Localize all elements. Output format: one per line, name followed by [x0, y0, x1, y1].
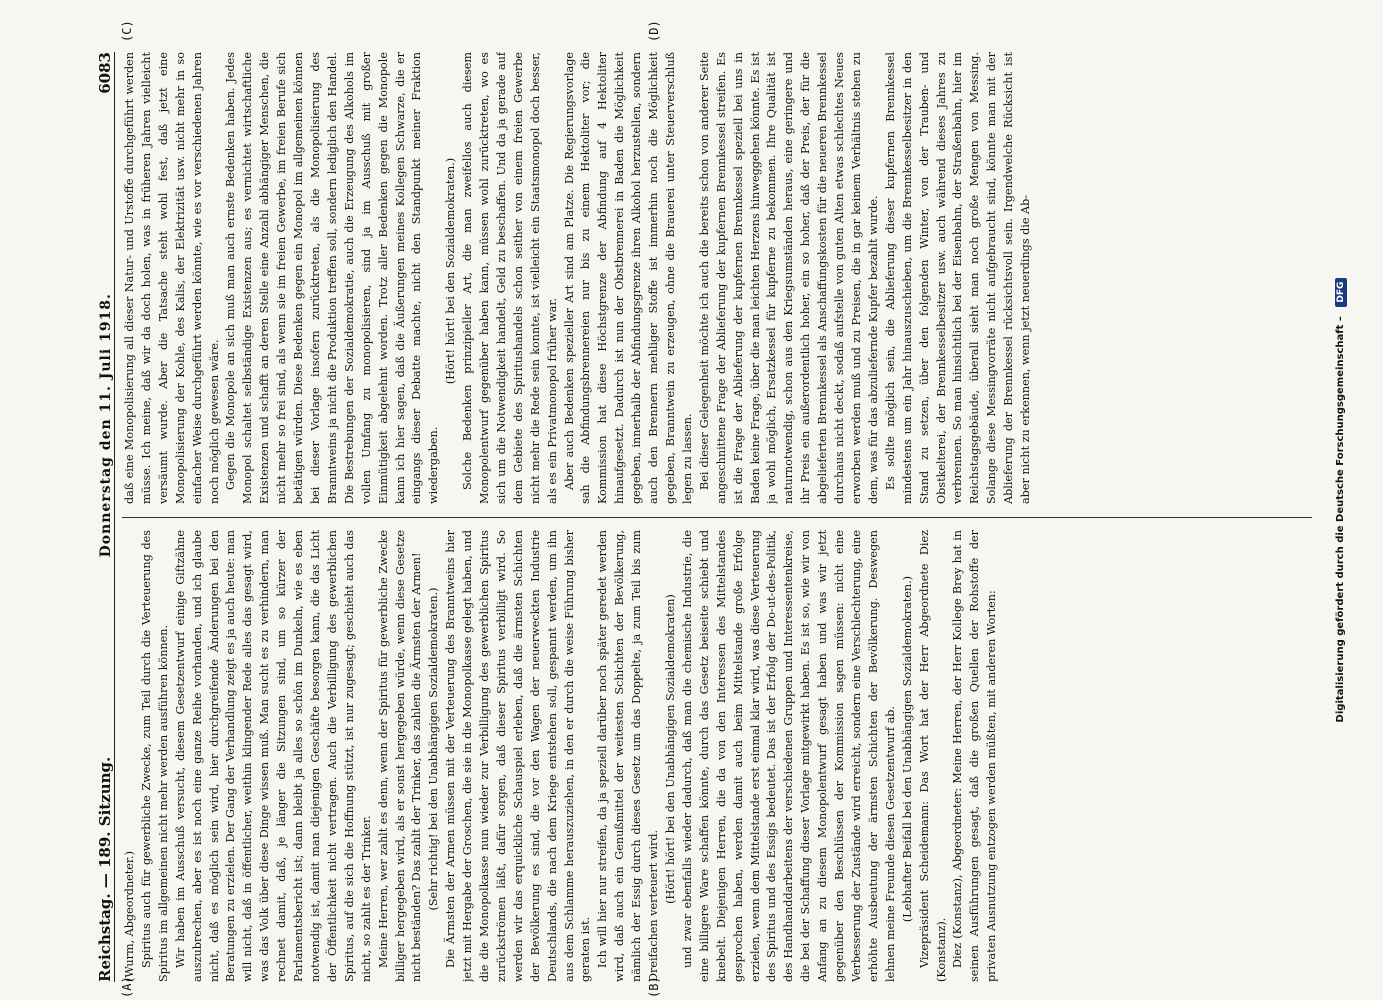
- column-divider: [122, 517, 1312, 518]
- header-left: Reichstag. — 189. Sitzung.: [96, 756, 114, 982]
- paragraph: (Hört! hört! bei den Sozialdemokraten.): [444, 157, 458, 385]
- paragraph: und zwar ebenfalls wieder dadurch, daß man die chemische Industrie, die eine billigere Ware schaffen könnte, durch das Gesetz beiseite schiebt und knebelt. Diejenigen Herren, die da von den Interessen des Mittelstandes gesprochen haben, werden damit auch beim Mittelstande große Erfolge erzielen, wenn dem Mittelstande erst einmal klar wird, was diese Verteuerung des Spiritus und des Essigs bedeutet. Das ist der Erfolg der Do-ut-des-Politik, des Handhanddarbeitens der verschiedenen Gruppen und Interessentenkreise, die bei der Schaffung dieser Vorlage mitgewirkt haben. Es ist so, wie wir von Anfang an zu diesem Monopolentwurf gesagt haben und was wir jetzt gegenüber den Beschlüssen der Kommission sagen müssen: nicht eine Verbesserung der Zustände wird erreicht, sondern eine Verschlechterung, eine erhöhte Ausbeutung der ärmsten Schichten der Bevölkerung. Deswegen lehnen meine Freunde diesen Gesetzentwurf ab.: [680, 530, 897, 982]
- margin-mark-d: (D): [647, 20, 661, 42]
- paragraph: Diez (Konstanz), Abgeordneter: Meine Herren, der Herr Kollege Brey hat in seinen Ausführungen gesagt, daß die großen Quellen der Rohstoffe der privaten Ausnutzung entzogen werden müßten, mit anderen Worten:: [951, 530, 999, 982]
- digitization-credit: [1335, 0, 1347, 1000]
- paragraph: Ich will hier nur streifen, da ja speziell darüber noch später geredet werden wird, daß auch ein Genußmittel der weitesten Schichten der Bevölkerung, nämlich der Essig durch dieses Gesetz um das Doppelte, ja zum Teil bis zum Dreifachen verteuert wird.: [596, 530, 661, 982]
- right-column: [122, 52, 1312, 504]
- paragraph: Aber auch Bedenken spezieller Art sind am Platze. Die Regierungsvorlage sah die Abfindungsbrennereien nur bis zu einem Hektoliter vor; die Kommission hat diese Höchstgrenze der Abfindung auf 4 Hektoliter hinaufgesetzt. Dadurch ist nun der Obstbrennerei in Baden die Möglichkeit gegeben, innerhalb der Abfindungsgrenze ihren Alkohol herzustellen, sondern auch den Brennern mehliger Stoffe ist immerhin noch die Möglichkeit gegeben, Branntwein zu erzeugen, ohne die Brauerei unter Steuerverschluß legen zu lassen.: [562, 52, 694, 504]
- paragraph: Meine Herren, wer zahlt es denn, wenn der Spiritus für gewerbliche Zwecke billiger hergegeben wird, als er sonst hergegeben würde, wenn diese Gesetze nicht beständen? Das zahlt der Trinker, das zahlen die Ärmsten der Armen!: [376, 530, 424, 982]
- paragraph: Spiritus auch für gewerbliche Zwecke, zum Teil durch die Verteuerung des Spiritus im allgemeinen nicht mehr werden ausführen können.: [139, 530, 170, 982]
- paragraph: Es sollte möglich sein, die Ablieferung dieser kupfernen Brennkessel mindestens um ein Jahr hinauszuschieben, um die Brennkesselbesitzer in den Stand zu setzen, über den folgenden Winter, von der Trauben- und Obstkelterei, der Brennkesselbesitzer usw. auch während dieses Jahres zu verbrennen. So man hinsichtlich bei der Eisenbahn, der Straßenbahn, hier im Reichstagsgebäude, überall sieht man noch große Mengen von Messing. Solange diese Messingvorräte nicht aufgebraucht sind, könnte man mit der Ablieferung der Brennkessel rücksichtsvoll sein. Irgendwelche Rücksicht ist aber nicht zu erkennen, wenn jetzt neuerdings die Ab-: [883, 52, 1033, 504]
- dfg-logo: DFG: [1335, 278, 1347, 307]
- paragraph: daß eine Monopolisierung all dieser Natur- und Urstoffe durchgeführt werden müsse. Ich meine, daß wir da doch holen, was in früheren Jahren vielleicht versäumt wurde. Aber die Tatsache steht wohl fest, daß jetzt eine Monopolisierung der Kohle, des Kalis, der Elektrizität usw. nicht mehr in so einfacher Weise durchgeführt werden könnte, wie es vor verschiedenen Jahren noch möglich gewesen wäre.: [123, 52, 221, 504]
- margin-mark-c: (C): [120, 20, 134, 42]
- paragraph: Die Ärmsten der Armen müssen mit der Verteuerung des Branntweins hier jetzt mit Hergabe der Groschen, die sie in die Monopolkasse gelegt haben, und die die Monopolkasse nun wieder zur Verbilligung des gewerblichen Spiritus zurückströmen läßt, dafür sorgen, daß dieser Spiritus verbilligt wird. So werden wir das erquickliche Schauspiel erleben, daß die ärmsten Schichten der Bevölkerung es sind, die vor den Wagen der neuerweckten Industrie Deutschlands, die nach dem Kriege entstehen soll, gespannt werden, um ihn aus dem Schlamme herauszuziehen, in den er durch die weise Führung bisher geraten ist.: [444, 530, 593, 982]
- page-header: [92, 52, 115, 982]
- margin-mark-b: (B): [647, 976, 661, 998]
- paragraph: Bei dieser Gelegenheit möchte ich auch die bereits schon von anderer Seite angeschnittene Frage der Ablieferung der kupfernen Brennkessel streifen. Es ist die Frage der Ablieferung der kupfernen Brennkessel speziell bei uns in Baden keine Frage, über die man leichten Herzens hinweggehen könnte. Es ist ja wohl möglich, Ersatzkessel für kupferne zu bekommen. Ihre Qualität ist naturnotwendig, schon aus den Kriegsumständen heraus, eine geringere und ihr Preis ein außerordentlich hoher, ein so hoher, daß der Preis, der für die abgelieferten Brennkessel als Anschaffungskosten für die neueren Brennkessel durchaus nicht deckt, sodaß aufstelle von guten Alten etwas schlechtes Neues erworben werden muß und zu Preisen, die in gar keinem Verhältnis stehen zu dem, was für das abzuliefernde Kupfer bezahlt wurde.: [697, 52, 880, 504]
- left-column: [122, 530, 1312, 982]
- paragraph: Wir haben im Ausschuß versucht, diesem Gesetzentwurf einige Giftzähne auszubrechen, aber es ist noch eine ganze Reihe vorhanden, und ich glaube nicht, daß es möglich sein wird, hier durchgreifende Änderungen bei den Beratungen zu erzielen. Der Gang der Verhandlung zeigt es ja auch heute: man will nicht, daß in öffentlicher, weithin klingender Rede alles das gesagt wird, was das Volk über diese Dinge wissen muß. Man sucht es zu verhindern, man rechnet damit, daß, je länger die Sitzungen sind, um so kürzer der Parlamentsbericht ist; dann bleibt ja alles so schön im Dunkeln, wie es eben notwendig ist, damit man diejenigen Geschäfte besorgen kann, die das Licht der Öffentlichkeit nicht vertragen. Auch die Verbilligung des gewerblichen Spiritus, auf die sich die Hoffnung stützt, ist nur zugesagt; geschieht auch das nicht, so zahlt es der Trinker.: [173, 530, 373, 982]
- header-center: Donnerstag den 11. Juli 1918.: [98, 293, 114, 558]
- credit-text: Digitalisierung gefördert durch die Deutsche Forschungsgemeinschaft –: [1335, 316, 1346, 723]
- page-area: [92, 20, 1318, 998]
- paragraph: Solche Bedenken prinzipieller Art, die man zweifellos auch diesem Monopolentwurf gegenüber haben kann, müssen wohl zurücktreten, wo es sich um die Notwendigkeit handelt, Geld zu beschaffen. Und da ja gerade auf dem Gebiete des Spiritushandels schon seither von einem freien Gewerbe nicht mehr die Rede sein konnte, ist vielleicht ein Staatsmonopol doch besser, als es ein Privatmonopol früher war.: [461, 52, 559, 504]
- paragraph: Gegen die Monopole an sich muß man auch ernste Bedenken haben. Jedes Monopol schaltet selbständige Existenzen aus; es vernichtet wirtschaftliche Existenzen und schafft an deren Stelle eine Anzahl abhängiger Menschen, die nicht mehr so frei sind, als wenn sie im freien Gewerbe, im freien Berufe sich betätigen würden. Diese Bedenken gegen ein Monopol im allgemeinen können bei dieser Vorlage insofern zurücktreten, als die Monopolisierung des Branntweins ja nicht die Produktion treffen soll, sondern lediglich den Handel. Die Bestrebungen der Sozialdemokratie, auch die Erzeugung des Alkohols im vollen Umfang zu monopolisieren, sind ja im Ausschuß mit großer Einmütigkeit abgelehnt worden. Trotz aller Bedenken gegen die Monopole kann ich hier sagen, daß die Äußerungen meines Kollegen Schwarze, die er eingangs dieser Debatte machte, nicht den Standpunkt meiner Fraktion wiedergaben.: [224, 52, 441, 504]
- margin-mark-a: (A): [120, 976, 134, 998]
- speaker-line: (Wurm, Abgeordneter.): [123, 851, 136, 982]
- paragraph: (Hört! hört! bei den Unabhängigen Sozialdemokraten): [664, 594, 677, 904]
- paragraph: (Sehr richtig! bei den Unabhängigen Sozialdemokraten.): [427, 587, 441, 911]
- paragraph: Vizepräsident Scheidemann: Das Wort hat der Herr Abgeordnete Diez (Konstanz).: [917, 530, 948, 982]
- paragraph: (Lebhafter Beifall bei den Unabhängigen Sozialdemokraten.): [900, 575, 914, 923]
- page-number: 6083: [96, 52, 114, 94]
